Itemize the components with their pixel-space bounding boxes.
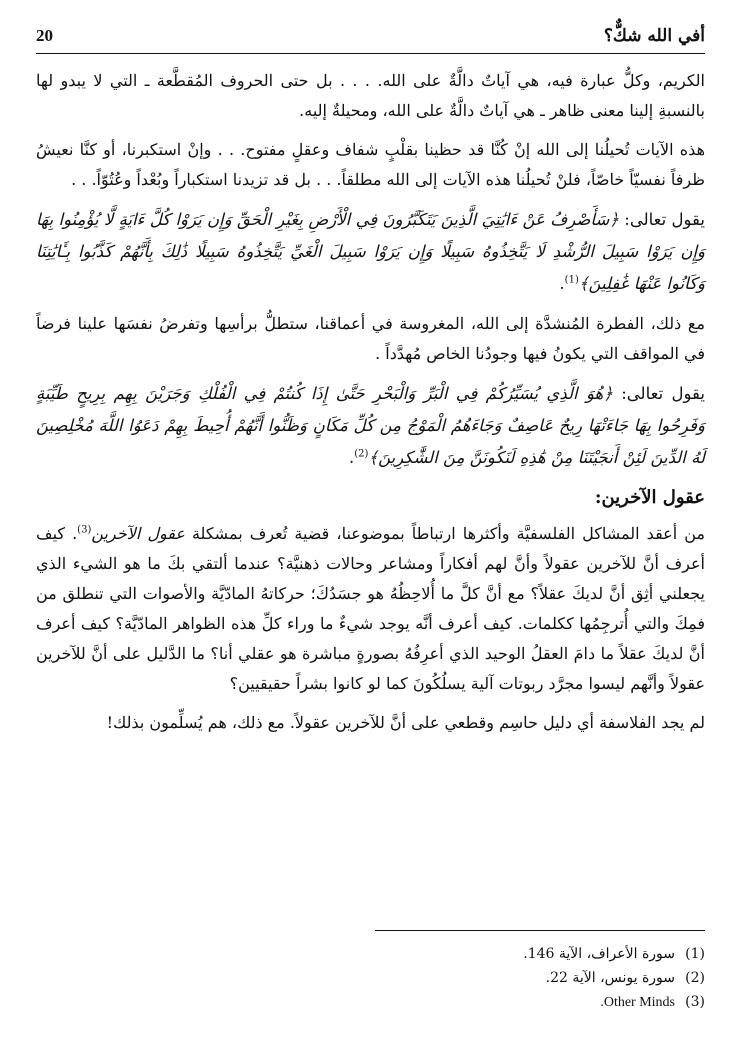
footnote-1: [36, 942, 705, 966]
page-header: [36, 26, 705, 56]
paragraph-3: مع ذلك، الفطرة المُنشدَّة إلى الله، المغروسة في أعماقنا، ستطلُّ برأسِها وتفرضُ نفسَها علينا فرضاً في المواقف التي يكونُ فيها وجودُنا الخاص مُهدَّداً .: [36, 314, 705, 363]
section-paragraph-2: لم يجد الفلاسفة أي دليل حاسِم وقطعي على أنَّ للآخرين عقولاً. مع ذلك، هم يُسلِّمون بذلك!: [106, 713, 705, 732]
footnote-text: سورة الأعراف، الآية 146.: [523, 946, 675, 962]
footnote-ref-2: (2): [354, 448, 369, 460]
paragraph-1: الكريم، وكلُّ عبارة فيه، هي آياتٌ دالَّةٌ على الله. . . . بل حتى الحروف المُقطَّعة ـ التي لا يبدو لها بالنسبةِ إلينا معنى ظاهر ـ هي آياتٌ دالَّةٌ على الله، ومحيلةٌ إليه.: [36, 71, 705, 120]
quran-verse: ﴿سَأَصْرِفُ عَنْ ءَايَٰتِيَ الَّذِينَ يَتَكَبَّرُونَ فِي الْأَرْضِ بِغَيْرِ الْحَقِّ وَإِن يَرَوْا كُلَّ ءَايَةٍ لَّا يُؤْمِنُوا بِهَا وَإِن يَرَوْا سَبِيلَ الرُّشْدِ لَا يَتَّخِذُوهُ سَبِيلًا وَإِن يَرَوْا سَبِيلَ الْغَيِّ يَتَّخِذُوهُ سَبِيلًا ذَٰلِكَ بِأَنَّهُمْ كَذَّبُوا بِـَٔايَٰتِنَا وَكَانُوا عَنْهَا غَٰفِلِينَ﴾: [36, 210, 705, 293]
quran-quote-2: يقول تعالى: ﴿هُوَ الَّذِي يُسَيِّرُكُمْ فِي الْبَرِّ وَالْبَحْرِ حَتَّىٰ إِذَا كُنتُمْ فِي الْفُلْكِ وَجَرَيْنَ بِهِم بِرِيحٍ طَيِّبَةٍ وَفَرِحُوا بِهَا جَاءَتْهَا رِيحٌ عَاصِفٌ وَجَاءَهُمُ الْمَوْجُ مِن كُلِّ مَكَانٍ وَظَنُّوا أَنَّهُمْ أُحِيطَ بِهِمْ دَعَوُا اللَّهَ مُخْلِصِينَ لَهُ الدِّينَ لَئِنْ أَنجَيْتَنَا مِنْ هَٰذِهِ لَنَكُونَنَّ مِنَ الشَّٰكِرِينَ﴾$^{(2)}$.: [36, 384, 705, 467]
footnote-text: Other Minds.: [600, 995, 675, 1010]
footnote-number: (1): [685, 946, 705, 962]
quote-intro: يقول تعالى:: [618, 210, 705, 229]
footnote-2: [36, 966, 705, 990]
footnote-number: (3): [685, 994, 705, 1010]
footnote-ref-1: (1): [564, 274, 579, 286]
quote-intro: يقول تعالى:: [612, 384, 705, 403]
quran-quote-1: يقول تعالى: ﴿سَأَصْرِفُ عَنْ ءَايَٰتِيَ الَّذِينَ يَتَكَبَّرُونَ فِي الْأَرْضِ بِغَيْرِ الْحَقِّ وَإِن يَرَوْا كُلَّ ءَايَةٍ لَّا يُؤْمِنُوا بِهَا وَإِن يَرَوْا سَبِيلَ الرُّشْدِ لَا يَتَّخِذُوهُ سَبِيلًا وَإِن يَرَوْا سَبِيلَ الْغَيِّ يَتَّخِذُوهُ سَبِيلًا ذَٰلِكَ بِأَنَّهُمْ كَذَّبُوا بِـَٔايَٰتِنَا وَكَانُوا عَنْهَا غَٰفِلِينَ﴾$^{(1)}$.: [36, 210, 705, 293]
page-body: [36, 66, 705, 747]
footnotes: [36, 942, 705, 1015]
paragraph-2: هذه الآيات تُحيلُنا إلى الله إنْ كُنَّا قد حظينا بقلْبٍ شفاف وعقلٍ مفتوح. . . وإنْ استكبرنا، أو كنَّا نعيشُ ظرفاً نفسيّاً خاصّاً، فلنْ تُحيلُنا هذه الآيات إلى الله مطلقاً. . . بل قد تزيدنا استكباراً وبُعْداً وعُتُوّاً. . .: [36, 140, 706, 189]
footnote-ref-3: (3): [77, 524, 92, 536]
section-heading: عقول الآخرين:: [594, 487, 705, 508]
page-number: 20: [36, 26, 53, 45]
footnote-number: (2): [685, 970, 705, 986]
quran-verse: ﴿هُوَ الَّذِي يُسَيِّرُكُمْ فِي الْبَرِّ وَالْبَحْرِ حَتَّىٰ إِذَا كُنتُمْ فِي الْفُلْكِ وَجَرَيْنَ بِهِم بِرِيحٍ طَيِّبَةٍ وَفَرِحُوا بِهَا جَاءَتْهَا رِيحٌ عَاصِفٌ وَجَاءَهُمُ الْمَوْجُ مِن كُلِّ مَكَانٍ وَظَنُّوا أَنَّهُمْ أُحِيطَ بِهِمْ دَعَوُا اللَّهَ مُخْلِصِينَ لَهُ الدِّينَ لَئِنْ أَنجَيْتَنَا مِنْ هَٰذِهِ لَنَكُونَنَّ مِنَ الشَّٰكِرِينَ﴾: [36, 384, 705, 467]
section-text-part-2: . كيف أعرف أنَّ للآخرين عقولاً وأنَّ لهم أفكاراً ومشاعر وحالات ذهنيَّة؟ عندما ألتقي بكَ ما هو الشيء الذي يجعلني أثِق أنَّ لديكَ عقلاً؟ مع أنَّ كلَّ ما أُلاحِظُهُ هو جسَدُكَ؛ حركاتهُ المادّيَّة والأصوات التي تنطلق من فمِكَ والتي أُترجِمُها ككلمات. كيف أعرف أنَّه يوجد شيءٌ ما وراء كلِّ هذه الظواهر المادّيَّة؟ كيف أعرف أنَّ لديكَ عقلاً ما دامَ العقلُ الوحيد الذي أعرِفُهُ بصورةٍ مباشرة هو عقلي أنا؟ ما الدَّليل على أنَّ للآخرين عقولاً وأنَّهم ليسوا مجرَّد ربوتات آلية يسلُكُونَ كما لو كانوا بشراً حقيقيين؟: [36, 524, 705, 693]
header-rule: [36, 53, 705, 54]
section-text-part-1: من أعقد المشاكل الفلسفيَّة وأكثرها ارتباطاً بموضوعنا، قضية تُعرف بمشكلة: [184, 524, 705, 543]
term-other-minds: عقول الآخرين: [91, 524, 185, 543]
footnote-text: سورة يونس، الآية 22.: [545, 970, 675, 986]
footnote-rule: [375, 930, 705, 931]
section-paragraph-1: [36, 519, 705, 699]
running-title: أفي الله شكٌّ؟: [603, 26, 705, 46]
footnote-3: [36, 990, 705, 1015]
